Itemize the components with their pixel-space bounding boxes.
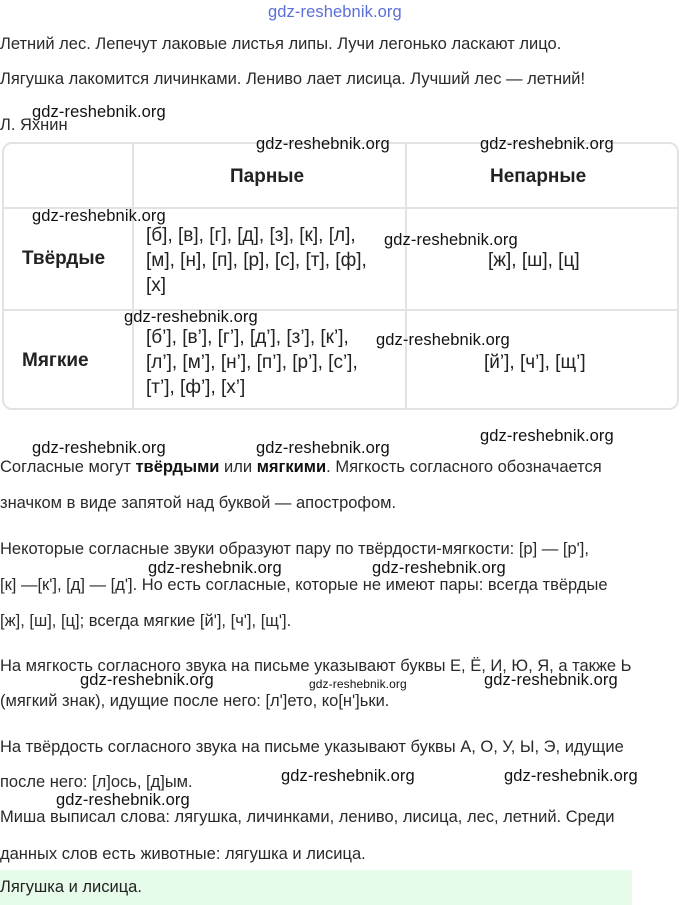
site-watermark: gdz-reshebnik.org [268, 3, 402, 21]
paragraph-2-line-3: [ж], [ш], [ц]; всегда мягкие [й'], [ч'], [щ']. [0, 612, 292, 630]
paragraph-3-line-2: (мягкий знак), идущие после него: [л']ето, ко[н']ьки. [0, 692, 390, 710]
site-watermark: gdz-reshebnik.org [124, 308, 258, 326]
site-watermark: gdz-reshebnik.org [484, 671, 618, 689]
site-watermark: gdz-reshebnik.org [32, 103, 166, 121]
paragraph-1-line-2: значком в виде запятой над буквой — апострофом. [0, 494, 397, 512]
header-paired: Парные [230, 166, 305, 187]
site-watermark: gdz-reshebnik.org [148, 559, 282, 577]
hard-paired-line-2: [м], [н], [п], [р], [с], [т], [ф], [146, 250, 367, 271]
paragraph-2-line-1: Некоторые согласные звуки образуют пару по твёрдости-мягкости: [р] — [р'], [0, 540, 589, 558]
paragraph-4-line-1: На твёрдость согласного звука на письме указывают буквы А, О, У, Ы, Э, идущие [0, 738, 624, 756]
poem-author: Л. Яхнин [0, 116, 68, 134]
site-watermark: gdz-reshebnik.org [56, 791, 190, 809]
site-watermark: gdz-reshebnik.org [504, 767, 638, 785]
paragraph-4-line-2: после него: [л]ось, [д]ым. [0, 773, 193, 791]
site-watermark: gdz-reshebnik.org [80, 671, 214, 689]
site-watermark: gdz-reshebnik.org [281, 767, 415, 785]
site-watermark: gdz-reshebnik.org [480, 135, 614, 153]
answer-text: Лягушка и лисица. [0, 878, 142, 896]
paragraph-3-line-1: На мягкость согласного звука на письме указывают буквы Е, Ё, И, Ю, Я, а также Ь [0, 657, 632, 675]
site-watermark: gdz-reshebnik.org [376, 331, 510, 349]
soft-paired-line-3: [т’], [ф’], [х’] [146, 377, 246, 398]
site-watermark: gdz-reshebnik.org [384, 231, 518, 249]
row-label-soft: Мягкие [22, 350, 89, 371]
site-watermark: gdz-reshebnik.org [480, 427, 614, 445]
site-watermark: gdz-reshebnik.org [256, 439, 390, 457]
poem-line-2: Лягушка лакомится личинками. Лениво лает лисица. Лучший лес — летний! [0, 70, 586, 88]
hard-unpaired: [ж], [ш], [ц] [488, 250, 580, 271]
site-watermark: gdz-reshebnik.org [32, 439, 166, 457]
site-watermark-small: gdz-reshebnik.org [309, 677, 407, 691]
poem-line-1: Летний лес. Лепечут лаковые листья липы. Лучи легонько ласкают лицо. [0, 35, 562, 53]
paragraph-2-line-2: [к] —[к'], [д] — [д']. Но есть согласные, которые не имеют пары: всегда твёрдые [0, 576, 608, 594]
paragraph-5-line-1: Миша выписал слова: лягушка, личинками, лениво, лисица, лес, летний. Среди [0, 808, 615, 826]
soft-unpaired: [й’], [ч’], [щ’] [484, 352, 586, 373]
answer-box [0, 870, 632, 905]
header-unpaired: Непарные [490, 166, 587, 187]
hard-paired-line-1: [б], [в], [г], [д], [з], [к], [л], [146, 225, 356, 246]
soft-paired-line-1: [б’], [в’], [г’], [д’], [з’], [к’], [146, 327, 349, 348]
consonants-table [2, 142, 679, 410]
soft-paired-line-2: [л’], [м’], [н’], [п’], [р’], [с’], [146, 352, 358, 373]
site-watermark: gdz-reshebnik.org [256, 135, 390, 153]
site-watermark: gdz-reshebnik.org [32, 207, 166, 225]
paragraph-1-line-1: Согласные могут твёрдыми или мягкими. Мягкость согласного обозначается [0, 458, 602, 476]
hard-paired-line-3: [х] [146, 275, 167, 296]
site-watermark: gdz-reshebnik.org [372, 559, 506, 577]
row-label-hard: Твёрдые [22, 248, 106, 269]
paragraph-5-line-2: данных слов есть животные: лягушка и лисица. [0, 845, 366, 863]
